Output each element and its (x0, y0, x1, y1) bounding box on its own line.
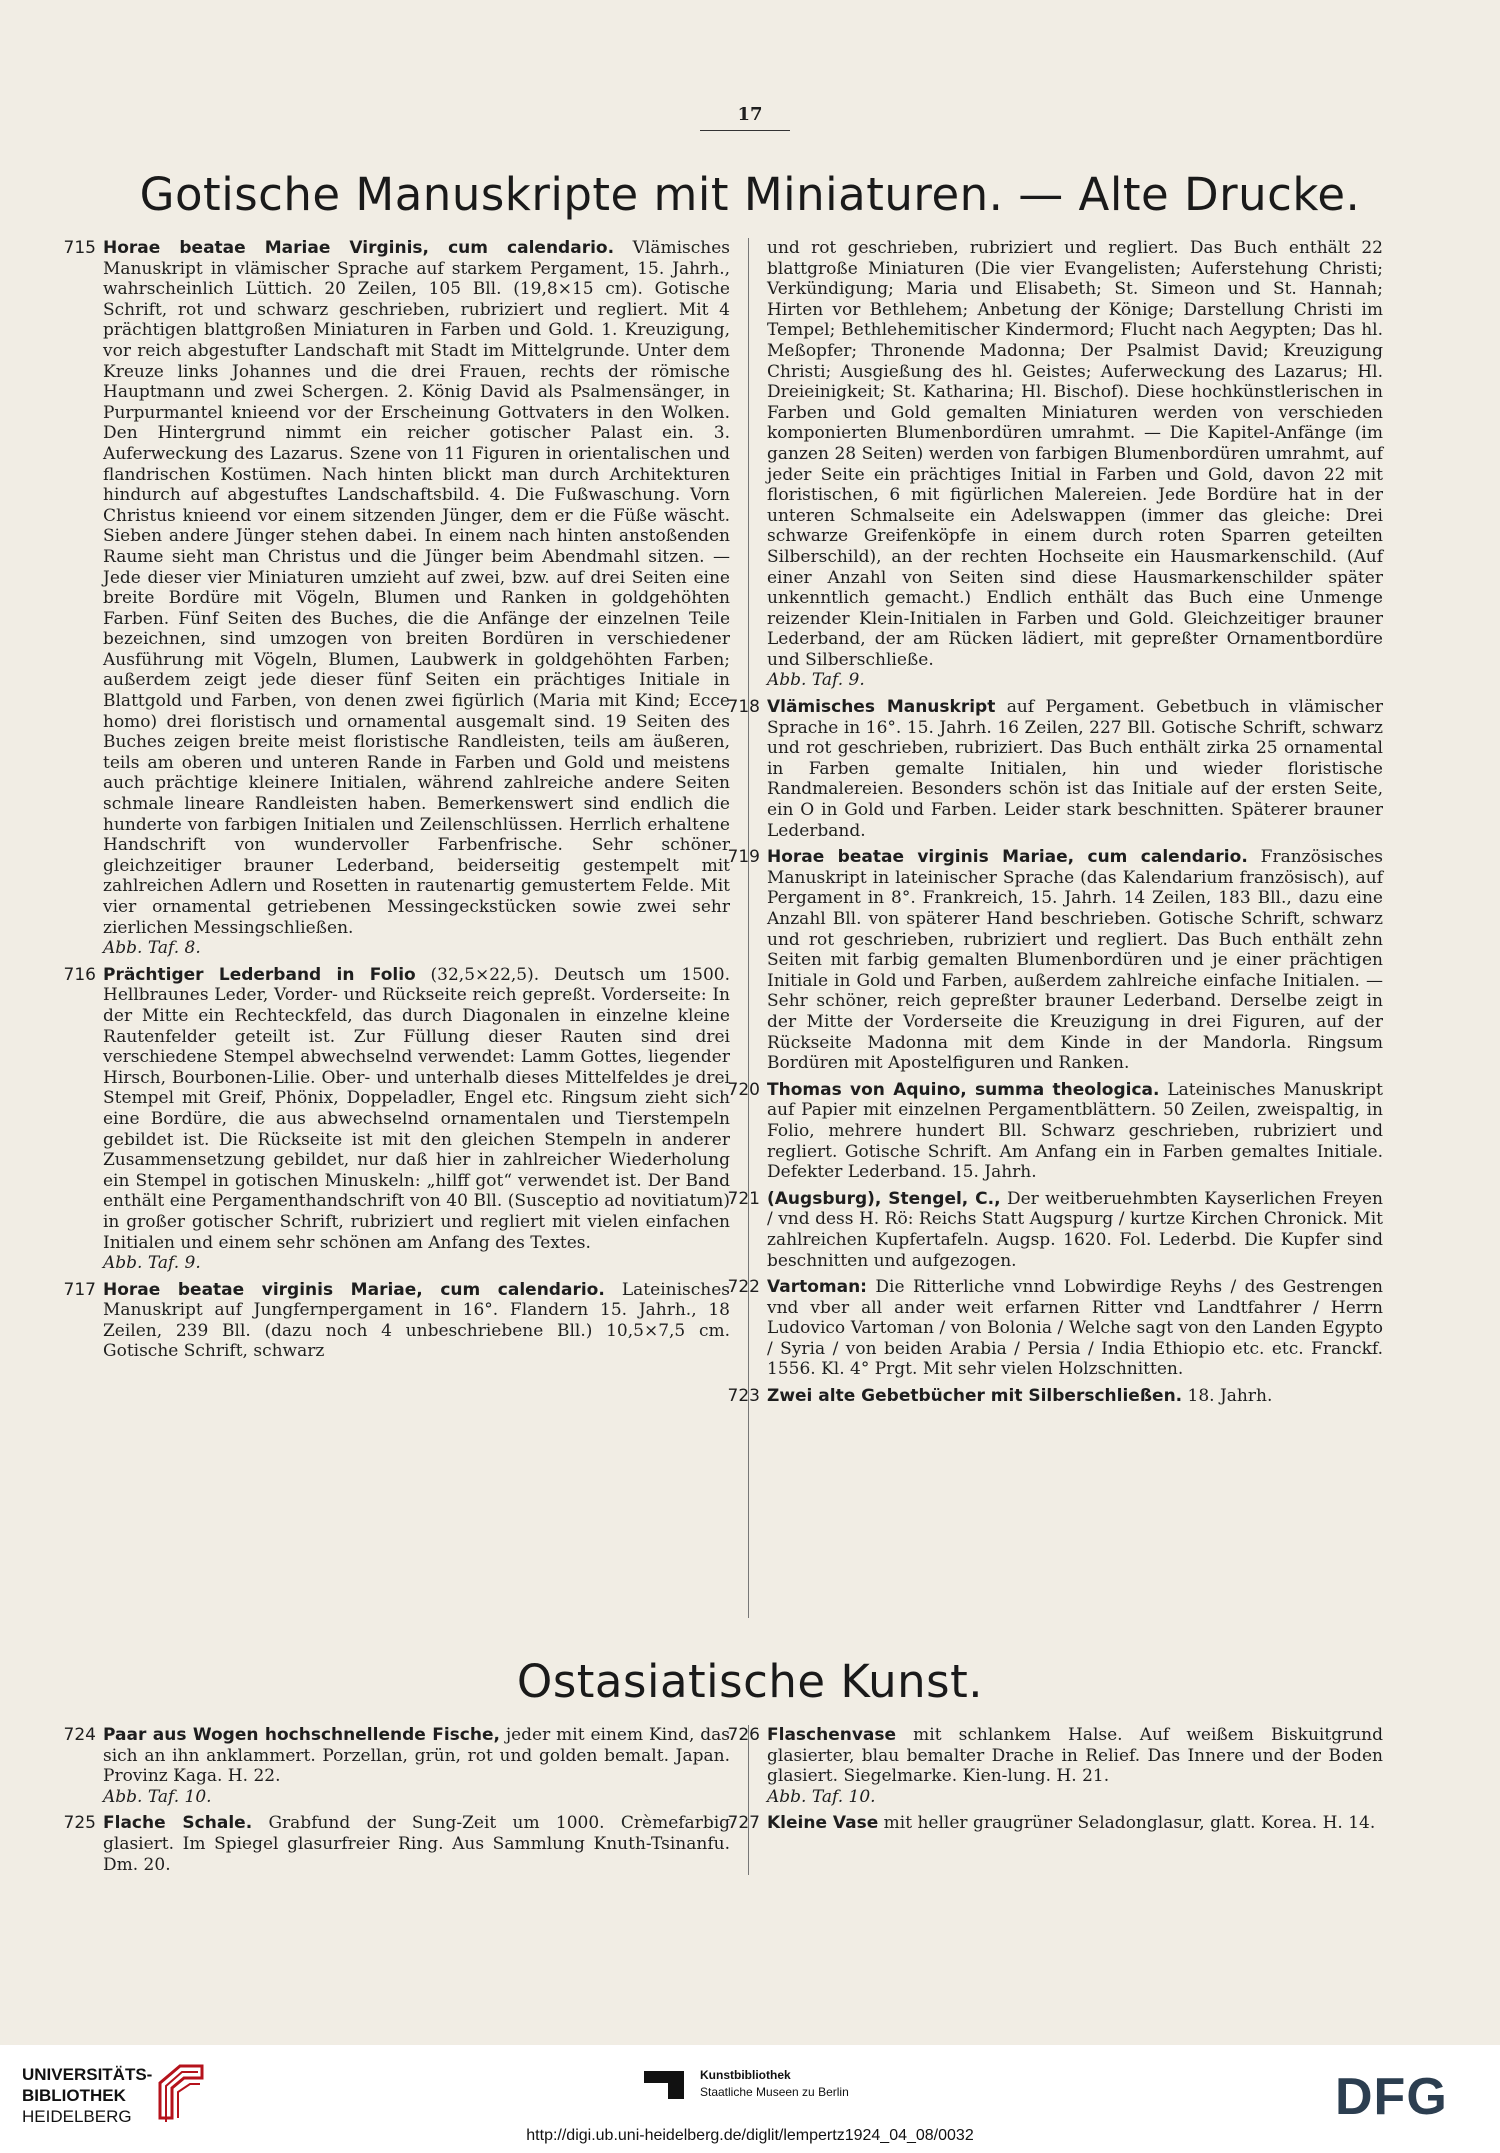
kunstbibliothek-logo[interactable] (640, 2065, 849, 2105)
entry-heading: Paar aus Wogen hochschnellende Fische, (103, 1725, 500, 1745)
entry-heading: Prächtiger Lederband in Folio (103, 964, 416, 985)
entry-text: (32,5×22,5). Deutsch um 1500. Hellbraunes Leder, Vorder- und Rückseite reich gepreßt. Vorderseite: In der Mitte ein Rechteckfeld, das durch Diagonalen in einzelne kleine Rautenfelder geteilt ist. Zur Füllung dieser Rauten sind drei verschiedene Stempel abwechselnd verwendet: Lamm Gottes, liegender Hirsch, Bourbonen-Lilie. Ober- und unterhalb dieses Mittelfeldes je drei Stempel mit Greif, Phönix, Doppeladler, Engel etc. Ringsum zieht sich eine Bordüre, die aus abwechselnd ornamentalen und Tierstempeln gebildet ist. Die Rückseite ist mit den gleichen Stempeln in anderer Zusammensetzung gebildet, nur daß hier in zahlreicher Wiederholung ein Stempel in gotischen Minuskeln: „hilff got“ verwendet ist. Der Band enthält eine Pergamenthandschrift von 40 Bll. (Susceptio ad novitiatum) in großer gotischer Schrift, rubriziert und regliert mit vielen einfachen Initialen und einem sehr schönen am Anfang des Textes. (103, 964, 730, 1253)
digitization-footer (0, 2045, 1500, 2153)
entry-number: 717 (63, 1279, 96, 1300)
entry-number: 716 (63, 964, 96, 985)
ub-line-2: BIBLIOTHEK (22, 2086, 126, 2105)
entry-number: 718 (727, 697, 760, 718)
entry-heading: Thomas von Aquino, summa theologica. (767, 1079, 1160, 1100)
ub-line-3: HEIDELBERG (22, 2107, 132, 2126)
catalog-entry (63, 1813, 731, 1875)
catalog-entry (727, 1725, 1383, 1807)
smb-emblem-icon (640, 2065, 688, 2105)
entry-text: und rot geschrieben, rubriziert und regliert. Das Buch enthält 22 blattgroße Miniaturen (Die vier Evangelisten; Auferstehung Christi; Verkündigung; Maria und Elisabeth; St. Simeon und St. Hannah; Hirten vor Bethlehem; Anbetung der Könige; Darstellung Christi im Tempel; Bethlehemitischer Kindermord; Flucht nach Aegypten; Das hl. Meßopfer; Thronende Madonna; Der Psalmist David; Kreuzigung Christi; Ausgießung des hl. Geistes; Auferweckung des Lazarus; Hl. Dreieinigkeit; St. Katharina; Hl. Bischof). Diese hochkünstlerischen in Farben und Gold gemalten Miniaturen werden von verschieden komponierten Blumenbordüren umrahmt. — Die Kapitel-Anfänge (im ganzen 28 Seiten) werden von farbigen Blumenbordüren umrahmt, auf jeder Seite ein prächtiges Initial in Farben und Gold, davon 22 mit floristischen, 6 mit figürlichen Malereien. Jede Bordüre hat in der unteren Schmalseite ein Adelswappen (immer das gleiche: Drei schwarze Greifenköpfe in einem durch roten Sparren geteilten Silberschild), an der rechten Hochseite ein Hausmarkenschild. (Auf einer Anzahl von Seiten sind diese Hausmarkenschilder später unkenntlich gemacht.) Endlich enthält das Buch eine Unmenge reizender Klein-Initialen in Farben und Gold. Gleichzeitiger brauner Lederband, der am Rücken lädiert, mit gepreßter Ornamentbordüre und Silberschließe. (767, 238, 1383, 670)
entry-heading: Horae beatae virginis Mariae, cum calendario. (767, 847, 1248, 868)
kb-title: Kunstbibliothek (700, 2068, 791, 2082)
ub-logo-text (22, 2064, 152, 2127)
entry-text: jeder mit einem Kind, das sich an ihn anklammert. Porzellan, grün, rot und golden bemalt. Japan. Provinz Kaga. H. 22. (103, 1725, 730, 1787)
entry-number: 727 (727, 1813, 760, 1834)
catalog-entry (63, 964, 730, 1274)
column-top-right (727, 238, 1384, 1413)
catalog-entry (727, 847, 1383, 1074)
column-divider-bottom (748, 1725, 749, 1875)
dfg-logo[interactable]: DFG (1335, 2068, 1448, 2126)
page-number: 17 (737, 104, 763, 125)
entry-text: Die Ritterliche vnnd Lobwirdige Reyhs / des Gestrengen vnd vber all ander weit erfarnen Ritter vnd Landtfahrer / Herrn Ludovico Vartoman / von Bolonia / Welche sagt von den Landen Egypto / Syria / von beiden Arabia / Persia / India Ethiopio etc. etc. Franckf. 1556. Kl. 4° Prgt. Mit sehr vielen Holzschnitten. (767, 1277, 1383, 1380)
catalog-entry (727, 1277, 1383, 1380)
entry-text: Französisches Manuskript in lateinischer Sprache (das Kalendarium französisch), auf Pergament in 8°. Frankreich, 15. Jahrh. 14 Zeilen, 183 Bll., dazu eine Anzahl Bll. von späterer Hand beschrieben. Gotische Schrift, schwarz und rot geschrieben, rubriziert und regliert. Das Buch enthält zehn Seiten mit farbig gemalten Blumenbordüren und je einer prächtigen Initiale in Gold und Farben, außerdem zahlreiche einfache Initialen. — Sehr schöner, reich gepreßter brauner Lederband. Derselbe zeigt in der Mitte der Vorderseite die Kreuzigung in drei Figuren, auf der Rückseite Madonna mit dem Kinde in der Mandorla. Ringsum Bordüren mit Apostelfiguren und Ranken. (767, 847, 1383, 1074)
plate-reference: Abb. Taf. 8. (103, 938, 201, 959)
entry-heading: (Augsburg), Stengel, C., (767, 1188, 1001, 1209)
entry-text: Lateinisches Manuskript auf Papier mit einzelnen Pergamentblättern. 50 Zeilen, zweispaltig, in Folio, mehrere hundert Bll. Schwarz geschrieben, rubriziert und regliert. Gotische Schrift. Am Anfang ein in Farben gemaltes Initiale. Defekter Lederband. 15. Jahrh. (767, 1079, 1383, 1183)
catalog-entry (767, 238, 1383, 691)
source-url-link[interactable]: http://digi.ub.uni-heidelberg.de/diglit/lempertz1924_04_08/0032 (526, 2127, 974, 2144)
entry-text: Vlämisches Manuskript in vlämischer Sprache auf starkem Pergament, 15. Jahrh., wahrscheinlich Lüttich. 20 Zeilen, 105 Bll. (19,8×15 cm). Gotische Schrift, rot und schwarz geschrieben, rubriziert und regliert. Mit 4 prächtigen blattgroßen Miniaturen in Farben und Gold. 1. Kreuzigung, vor reich abgestufter Landschaft mit Stadt im Mittelgrunde. Unter dem Kreuze links Johannes und die drei Frauen, rechts der römische Hauptmann und zwei Schergen. 2. König David als Psalmensänger, in Purpurmantel knieend vor der Erscheinung Gottvaters in den Wolken. Den Hintergrund nimmt ein reicher gotischer Palast ein. 3. Auferweckung des Lazarus. Szene von 11 Figuren in orientalischen und flandrischen Kostümen. Nach hinten blickt man durch Architekturen hindurch auf abgestuftes Landschaftsbild. 4. Die Fußwaschung. Vorn Christus knieend vor einem sitzenden Jünger, dem er die Füße wäscht. Sieben andere Jünger stehen dabei. In einem nach hinten anstoßenden Raume sieht man Christus und die Jünger beim Abendmahl sitzen. — Jede dieser vier Miniaturen umzieht auf zwei, bzw. auf drei Seiten eine breite Bordüre mit Vögeln, Blumen und Ranken in goldgehöhten Farben. Fünf Seiten des Buches, die die Anfänge der einzelnen Teile bezeichnen, sind umzogen von breiten Bordüren in verschiedener Ausführung mit Vögeln, Blumen, Laubwerk in goldgehöhten Farben; außerdem zeigt jede dieser fünf Seiten ein prächtiges Initiale in Blattgold und Farben, von denen zwei figürlich (Maria mit Kind; Ecce homo) drei floristisch und ornamental ausgemalt sind. 19 Seiten des Buches zeigen breite meist floristische Randleisten, teils am äußeren, teils am oberen und unteren Rande in Farben und Gold und meistens auch prächtige kleinere Initialen, während zahlreiche andere Seiten schmale lineare Randleisten haben. Bemerkenswert sind endlich die hunderte von farbigen Initialen und Zeilenschlüssen. Herrlich erhaltene Handschrift von wundervoller Farbenfrische. Sehr schöner gleichzeitiger brauner Lederband, beiderseitig gestempelt mit zahlreichen Adlern und Rosetten in rautenartig gemustertem Felde. Mit vier ornamental getriebenen Messingeckstücken sowie zwei sehr zierlichen Messingschließen. (103, 238, 731, 938)
entry-number: 726 (727, 1725, 760, 1745)
section-title-east-asian-art: Ostasiatische Kunst. (516, 1655, 984, 1708)
entry-heading: Horae beatae Mariae Virginis, cum calendario. (103, 238, 615, 258)
catalog-entry (63, 238, 731, 959)
kb-subtitle: Staatliche Museen zu Berlin (700, 2085, 849, 2099)
ub-heidelberg-logo[interactable] (22, 2058, 222, 2138)
entry-text: Der weitberuehmbten Kayserlichen Freyen / vnd dess H. Rö: Reichs Statt Augspurg / kurtze Kirchen Chronick. Mit zahlreichen Kupfertafeln. Augsp. 1620. Fol. Lederbd. Die Kupfer sind beschnitten und aufgezogen. (767, 1188, 1383, 1271)
entry-number: 719 (727, 847, 760, 868)
column-bottom-right (727, 1725, 1383, 1840)
catalog-entry (727, 697, 1384, 841)
column-top-left (63, 238, 731, 1368)
entry-number: 715 (63, 238, 96, 258)
entry-heading: Horae beatae virginis Mariae, cum calendario. (103, 1279, 605, 1300)
column-bottom-left (63, 1725, 731, 1881)
section-title-manuscripts: Gotische Manuskripte mit Miniaturen. — Alte Drucke. (139, 168, 1361, 221)
catalog-entry (63, 1725, 730, 1807)
entry-heading: Vartoman: (767, 1277, 867, 1298)
entry-number: 721 (727, 1188, 760, 1209)
catalog-entry (727, 1386, 1383, 1407)
plate-reference: Abb. Taf. 10. (103, 1786, 212, 1807)
plate-reference: Abb. Taf. 10. (767, 1786, 876, 1807)
catalog-entry (727, 1813, 1383, 1834)
entry-number: 722 (727, 1277, 760, 1298)
column-divider-top (748, 238, 749, 1618)
kunstbibliothek-text (700, 2067, 940, 2101)
entry-number: 724 (63, 1725, 96, 1745)
entry-heading: Flaschenvase (767, 1725, 897, 1745)
entry-heading: Flache Schale. (103, 1813, 253, 1834)
entry-number: 720 (727, 1079, 760, 1100)
entry-text: auf Pergament. Gebetbuch in vlämischer Sprache in 16°. 15. Jahrh. 16 Zeilen, 227 Bll. Gotische Schrift, schwarz und rot geschrieben, rubriziert. Das Buch enthält zirka 25 ornamental in Farben gemalte Initialen, hin und wieder floristische Randmalereien. Besonders schön ist das Initiale auf der ersten Seite, ein O in Gold und Farben. Leider stark beschnitten. Späterer brauner Lederband. (767, 697, 1384, 841)
entry-text: Grabfund der Sung-Zeit um 1000. Crèmefarbig glasiert. Im Spiegel glasurfreier Ring. Aus Sammlung Knuth-Tsinanfu. Dm. 20. (103, 1813, 731, 1875)
catalog-entry (63, 1279, 730, 1362)
entry-heading: Vlämisches Manuskript (767, 697, 996, 718)
plate-reference: Abb. Taf. 9. (767, 670, 865, 691)
entry-heading: Kleine Vase (767, 1813, 879, 1834)
entry-heading: Zwei alte Gebetbücher mit Silberschließen. (767, 1386, 1183, 1407)
entry-number: 723 (727, 1386, 760, 1407)
plate-reference: Abb. Taf. 9. (103, 1253, 201, 1274)
page-number-rule (700, 130, 790, 131)
entry-text: Lateinisches Manuskript auf Jungfernpergament in 16°. Flandern 15. Jahrh., 18 Zeilen, 239 Bll. (dazu noch 4 unbeschriebene Bll.) 10,5×7,5 cm. Gotische Schrift, schwarz (103, 1279, 730, 1362)
ub-line-1: UNIVERSITÄTS- (22, 2065, 153, 2084)
entry-number: 725 (63, 1813, 96, 1834)
catalog-entry (727, 1188, 1383, 1271)
ub-emblem-icon (150, 2058, 210, 2128)
entry-text: mit schlankem Halse. Auf weißem Biskuitgrund glasierter, blau bemalter Drache in Relief. Das Innere und der Boden glasiert. Siegelmarke. Kien-lung. H. 21. (767, 1725, 1383, 1787)
entry-text: 18. Jahrh. (1187, 1386, 1273, 1407)
entry-text: mit heller graugrüner Seladonglasur, glatt. Korea. H. 14. (883, 1813, 1376, 1834)
catalog-entry (727, 1079, 1383, 1183)
